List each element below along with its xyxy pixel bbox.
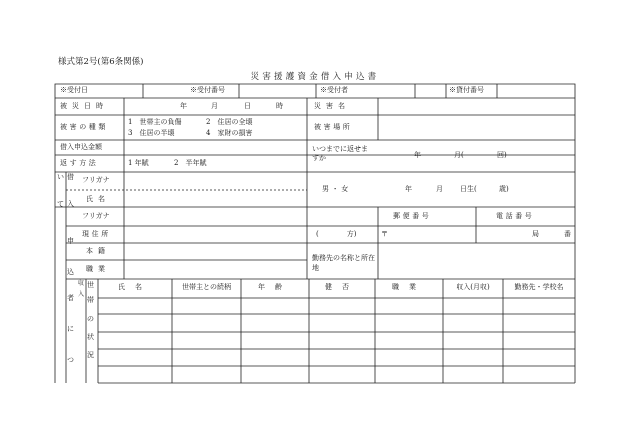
form-number: 様式第2号(第6条関係) <box>58 57 144 67</box>
borrower-label-char: 申 <box>67 237 74 245</box>
household-col-header: 年齢 <box>258 283 292 291</box>
loan-number-label: ※貸付番号 <box>449 86 484 94</box>
year-label: 年 <box>180 102 187 110</box>
repay-month-label: 月( <box>454 151 464 159</box>
damage-location-label: 被害場所 <box>314 123 353 131</box>
phone-number-label: 電話番号 <box>496 212 535 220</box>
month-label: 月 <box>211 102 218 110</box>
household-col-header: 職業 <box>392 283 426 291</box>
birth-year-label: 年 <box>405 185 412 193</box>
borrower-label-char: 入 <box>67 200 74 208</box>
household-small-char: 収 <box>78 280 85 287</box>
age-label: 歳) <box>499 185 509 193</box>
borrower-label-char: 込 <box>67 268 74 276</box>
address-paren: ( 方) <box>316 230 357 238</box>
loan-amount-label: 借入申込金額 <box>60 143 102 151</box>
borrower-label-char: て <box>57 200 64 208</box>
household-col-header: 氏名 <box>118 283 152 291</box>
borrower-label-char: つ <box>67 356 74 364</box>
form-title: 災害援護資金借入申込書 <box>250 72 380 82</box>
damage-type-label: 被害の種類 <box>60 123 108 131</box>
phone-no-label: 番 <box>564 230 571 238</box>
borrower-label-char: 借 <box>67 173 74 181</box>
household-col-header: 収入(月収) <box>456 283 490 291</box>
occupation-label: 職業 <box>86 265 110 273</box>
birth-day-label: 日生( <box>460 185 477 193</box>
name-label: 氏名 <box>86 195 110 203</box>
phone-bureau-label: 局 <box>532 230 539 238</box>
household-label-char: 況 <box>87 351 94 359</box>
damage-option-2: 2 住居の全壊 <box>206 118 253 126</box>
borrower-label-char: い <box>57 173 64 181</box>
household-label-char: 帯 <box>87 296 94 304</box>
furigana-label: フリガナ <box>82 176 110 184</box>
household-label-char: 世 <box>87 281 94 289</box>
damage-option-1: 1 世帯主の負傷 <box>128 118 182 126</box>
repay-method-label: 返す方法 <box>60 159 99 167</box>
address-label: 現住所 <box>82 230 111 238</box>
receiver-label: ※受付者 <box>320 86 348 94</box>
employer-label: 勤務先の名称と所在地 <box>312 254 375 273</box>
received-date-label: ※受付日 <box>60 86 88 94</box>
household-label-char: 状 <box>87 333 94 341</box>
disaster-date-label: 被災日時 <box>60 102 108 110</box>
birth-month-label: 月 <box>436 185 443 193</box>
hour-label: 時 <box>276 102 283 110</box>
household-small-char: 入 <box>78 291 85 298</box>
household-col-header: 世帯主との続柄 <box>182 283 231 291</box>
day-label: 日 <box>244 102 251 110</box>
postal-mark: 〒 <box>381 230 388 238</box>
received-number-label: ※受付番号 <box>190 86 225 94</box>
repay-option-1: 1 年賦 <box>128 159 149 167</box>
repay-option-2: 2 半年賦 <box>174 159 207 167</box>
damage-option-4: 4 家財の損害 <box>206 129 253 137</box>
borrower-label-char: に <box>67 325 74 333</box>
furigana-label: フリガナ <box>82 212 110 220</box>
household-col-header: 勤務先・学校名 <box>514 283 564 291</box>
household-col-header: 健否 <box>325 283 359 291</box>
repay-count-label: 回) <box>497 151 507 159</box>
household-label-char: の <box>87 315 94 323</box>
repay-year-label: 年 <box>414 151 421 159</box>
gender-label: 男・女 <box>322 185 351 193</box>
repay-deadline-label: いつまでに返せますか <box>312 145 368 163</box>
disaster-name-label: 災害名 <box>314 102 350 110</box>
damage-option-3: 3 住居の半壊 <box>128 129 175 137</box>
domicile-label: 本籍 <box>86 247 110 255</box>
borrower-label-char: 者 <box>67 294 74 302</box>
postal-code-label: 郵便番号 <box>393 212 432 220</box>
